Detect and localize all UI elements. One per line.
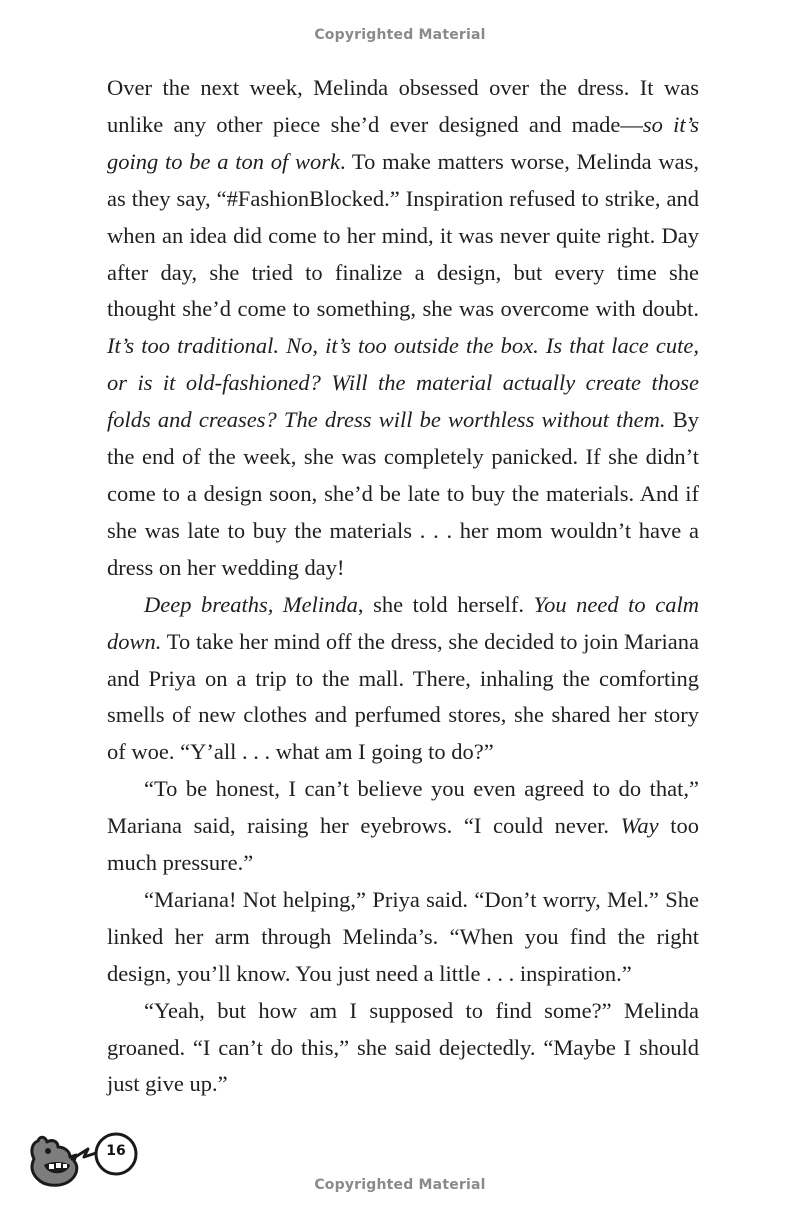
text-segment: “Yeah, but how am I supposed to find some?” Melinda groaned. “I can’t do this,” she said dejectedly. “Maybe I should just give up.” xyxy=(107,997,699,1097)
paragraph xyxy=(107,70,699,587)
text-segment: Over the next week, Melinda obsessed over the dress. It was unlike any other piece she’d ever designed and made— xyxy=(107,75,699,137)
text-segment: “To be honest, I can’t believe you even agreed to do that,” Mariana said, raising her eyebrows. “I could never. xyxy=(107,776,699,839)
page-body xyxy=(107,70,699,1103)
paragraph xyxy=(107,882,699,993)
text-segment: too much pressure.” xyxy=(107,813,699,876)
italic-text-segment: Way xyxy=(620,813,659,839)
italic-text-segment: Deep breaths, Melinda xyxy=(144,591,358,617)
copyright-watermark-bottom: Copyrighted Material xyxy=(314,1177,486,1193)
italic-text-segment: You need to calm down. xyxy=(107,591,699,654)
paragraph xyxy=(107,771,699,882)
text-segment: To take her mind off the dress, she decided to join Mariana and Priya on a trip to the mall. There, inhaling the comforting smells of new clothes and perfumed stores, she shared her story of woe. “Y’all . . . what am I going to do?” xyxy=(107,628,699,765)
paragraph xyxy=(107,993,699,1104)
text-segment: , she told herself. xyxy=(357,591,534,617)
text-segment: . To make matters worse, Melinda was, as they say, “#FashionBlocked.” Inspiration refused to strike, and when an idea did come to her mind, it was never quite right. Day after day, she tried to finalize a design, but every time she thought she’d come to something, she was overcome with doubt. xyxy=(107,148,699,322)
copyright-watermark-top: Copyrighted Material xyxy=(314,27,486,43)
text-segment: By the end of the week, she was completely panicked. If she didn’t come to a design soon, she’d be late to buy the materials. And if she was late to buy the materials . . . her mom wouldn’t have a dress on her wedding day! xyxy=(107,407,699,580)
text-segment: “Mariana! Not helping,” Priya said. “Don’t worry, Mel.” She linked her arm through Melinda’s. “When you find the right design, you’ll know. You just need a little . . . inspiration.” xyxy=(107,886,699,986)
paragraph xyxy=(107,587,699,772)
italic-text-segment: so it’s going to be a ton of work xyxy=(107,111,700,174)
italic-text-segment: It’s too traditional. No, it’s too outside the box. Is that lace cute, or is it old-fashioned? Will the material actually create those folds and creases? The dress will be worthless without them. xyxy=(107,333,699,433)
page-number: 16 xyxy=(106,1143,126,1159)
